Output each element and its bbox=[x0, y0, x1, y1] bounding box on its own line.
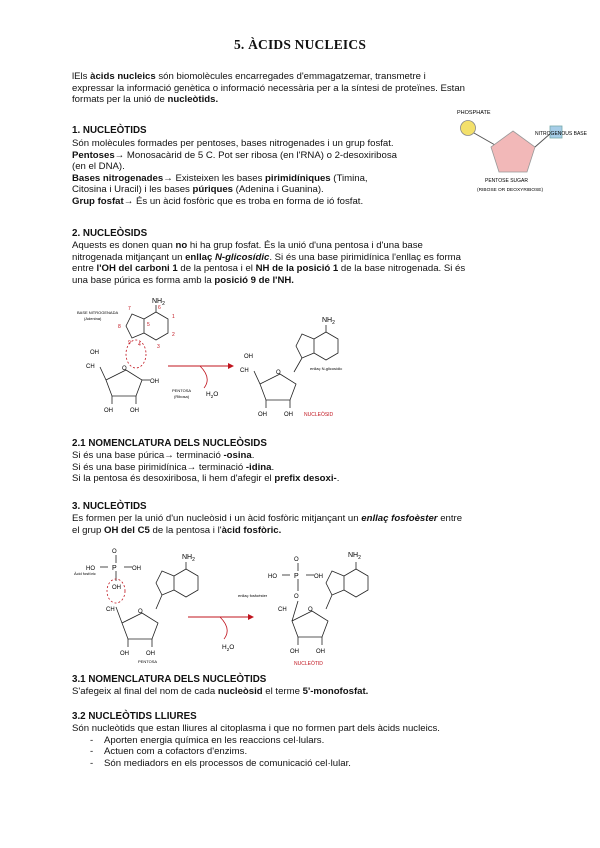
ring-number: 6 bbox=[158, 305, 161, 311]
oh-label: OH bbox=[316, 649, 325, 655]
bullet-list bbox=[72, 735, 532, 770]
term-bold-italic: N-glicosídic bbox=[214, 251, 270, 263]
highlight-ellipse bbox=[107, 579, 125, 603]
body-text: . bbox=[251, 450, 255, 461]
nh2-label: $NH_2$ bbox=[348, 552, 361, 561]
term-bold: posició 9 de l'NH. bbox=[214, 274, 294, 286]
reaction-arrowhead bbox=[248, 614, 254, 620]
term-bold: NH de la posició 1 bbox=[255, 263, 339, 275]
term-bold: pirimidíniques bbox=[265, 172, 331, 184]
o-label: O bbox=[294, 594, 299, 600]
oh-label: OH bbox=[290, 649, 299, 655]
bond-label: enllaç N-glicosídic bbox=[310, 366, 343, 371]
list-item: - Són mediadors en els processos de comunicació cel·lular. bbox=[90, 758, 351, 770]
list-item: - Aporten energia química en les reaccions cel·lulars. bbox=[90, 734, 325, 746]
term-bold: -idina bbox=[245, 461, 272, 473]
body-text: (Adenina i Guanina). bbox=[233, 184, 324, 196]
section-heading-nucleotids-lliures: 3.2 NUCLEÒTIDS LLIURES bbox=[72, 711, 197, 722]
body-text: . Si és una base pirimidínica l'enllaç es forma bbox=[269, 251, 461, 263]
oh-label: OH bbox=[146, 651, 155, 657]
nh2-label: $NH_2$ bbox=[322, 317, 335, 326]
p-label: P bbox=[112, 565, 117, 572]
ring-number: 3 bbox=[157, 344, 160, 350]
ring-number: 5 bbox=[147, 322, 150, 328]
nh2-label: $NH_2$ bbox=[182, 554, 195, 563]
acid-label: Àcid fosfòric bbox=[74, 571, 96, 576]
pentose-label: PENTOSA bbox=[172, 388, 192, 393]
section1-body bbox=[72, 138, 452, 208]
pentose-label: PENTOSA bbox=[138, 659, 158, 664]
body-text: Si és una base púrica→ terminació bbox=[72, 450, 224, 461]
water-label: $H_2O$ bbox=[222, 644, 235, 652]
term-pentoses: Pentoses bbox=[72, 149, 115, 161]
ring-number: 4 bbox=[138, 342, 141, 348]
section-heading-nucleotids-3: 3. NUCLEÒTIDS bbox=[72, 501, 147, 512]
nucleoside-reaction-figure bbox=[72, 292, 372, 422]
body-text: una base púrica es forma amb la bbox=[72, 274, 215, 286]
intro-text: lEls bbox=[72, 71, 91, 82]
base-label: NITROGENOUS BASE bbox=[535, 131, 587, 137]
sugar-label: PENTOSE SUGAR bbox=[485, 178, 528, 184]
pentose-pentagon bbox=[491, 131, 535, 172]
oh-label: OH bbox=[104, 408, 113, 414]
section-heading-nomenclatura-nucleotids: 3.1 NOMENCLATURA DELS NUCLEÒTIDS bbox=[72, 674, 267, 685]
section32-body bbox=[72, 723, 532, 770]
intro-text: expressar la informació genètica o informació necessària per a la síntesi de proteïnes. Estan bbox=[72, 82, 466, 94]
oh-label: OH bbox=[314, 574, 323, 580]
nh2-label: $NH_2$ bbox=[152, 298, 165, 307]
o-label: O bbox=[276, 370, 281, 376]
adenine-structure bbox=[156, 562, 198, 609]
body-text: de la pentosa i el bbox=[177, 263, 256, 275]
body-text: Citosina i Uracil) i les bases bbox=[72, 184, 193, 196]
body-text: Es formen per la unió d'un nucleòsid i un àcid fosfòric mitjançant un bbox=[72, 513, 362, 524]
o-label: O bbox=[122, 366, 127, 372]
ch2-label: CH bbox=[106, 607, 115, 613]
ribose-structure bbox=[100, 367, 150, 404]
body-text: → Existeixen les bases bbox=[163, 172, 266, 184]
section-heading-nucleotids: 1. NUCLEÒTIDS bbox=[72, 125, 147, 136]
base-sub-label: (Adenina) bbox=[84, 316, 102, 321]
phosphate-circle bbox=[461, 121, 476, 136]
intro-paragraph bbox=[72, 71, 502, 106]
term-bold: nucleòsid bbox=[217, 686, 263, 697]
bond-line bbox=[474, 133, 495, 145]
term-bold: 5'-monofosfat. bbox=[302, 686, 369, 697]
ring-number: 8 bbox=[118, 324, 121, 330]
phosphate-label: PHOSPHATE bbox=[457, 110, 491, 116]
body-text: Són nucleòtids que estan lliures al citoplasma i que no formen part dels àcids nucleics. bbox=[72, 723, 440, 734]
body-text: el terme bbox=[262, 686, 303, 697]
oh-label: OH bbox=[130, 408, 139, 414]
section-heading-nucleosids: 2. NUCLEÒSIDS bbox=[72, 228, 148, 239]
nucleotide-schematic bbox=[455, 105, 595, 200]
body-text: Si la pentosa és desoxiribosa, li hem d'afegir el bbox=[72, 473, 275, 485]
oh-label: OH bbox=[132, 566, 141, 572]
intro-bold: nucleòtids. bbox=[167, 94, 219, 106]
term-bases: Bases nitrogenades bbox=[72, 172, 164, 184]
body-text: → És un àcid fosfòric que es troba en forma de ió fosfat. bbox=[123, 195, 364, 207]
body-text: el grup bbox=[72, 524, 104, 536]
oh-label: OH bbox=[90, 350, 99, 356]
oh-label: OH bbox=[150, 379, 159, 385]
highlight-ellipse bbox=[126, 340, 146, 368]
body-text: entre bbox=[437, 513, 463, 524]
ring-number: 7 bbox=[128, 306, 131, 312]
ho-label: HO bbox=[86, 566, 95, 572]
body-text: → Monosacàrid de 5 C. Pot ser ribosa (en l'RNA) o 2-desoxiribosa bbox=[114, 149, 397, 161]
water-label: $H_2O$ bbox=[206, 391, 219, 399]
section21-body bbox=[72, 450, 512, 485]
body-text: . bbox=[336, 473, 340, 485]
nucleotide-reaction-figure bbox=[72, 545, 372, 670]
pentose-sub-label: (Ribosa) bbox=[174, 394, 190, 399]
o-label: O bbox=[308, 607, 313, 613]
intro-text: són biomolècules encarregades d'emmagatzemar, transmetre i bbox=[155, 71, 426, 82]
body-text: Són molècules formades per pentoses, bases nitrogenades i un grup fosfat. bbox=[72, 138, 394, 149]
section2-body bbox=[72, 240, 532, 286]
term-bold-italic: enllaç fosfoèster bbox=[361, 513, 438, 524]
ring-number: 1 bbox=[172, 314, 175, 320]
sugar-label-sub: (RIBOSE OR DEOXYRIBOSE) bbox=[477, 188, 544, 193]
page-title: 5. ÀCIDS NUCLEICS bbox=[233, 37, 367, 52]
ch2-label: CH bbox=[86, 364, 95, 370]
ring-number: 9 bbox=[128, 340, 131, 346]
water-arrow bbox=[220, 617, 227, 639]
body-text: (en el DNA). bbox=[72, 161, 125, 173]
o-label: O bbox=[112, 549, 117, 555]
body-text: (Timina, bbox=[330, 172, 368, 184]
result-label: NUCLEÒTID bbox=[294, 661, 323, 667]
oh-label: OH bbox=[258, 412, 267, 418]
result-label: NUCLEÒSID bbox=[304, 412, 334, 418]
body-text: nitrogenada mitjançant un bbox=[72, 251, 186, 263]
ho-label: HO bbox=[268, 574, 277, 580]
ch2-label: CH bbox=[240, 368, 249, 374]
intro-bold: àcids nucleics bbox=[90, 71, 156, 82]
base-label: BASE NITROGENADA bbox=[77, 310, 119, 315]
section3-body bbox=[72, 513, 532, 536]
oh-label: OH bbox=[244, 354, 253, 360]
term-bold: prefix desoxi- bbox=[274, 473, 337, 485]
water-arrow bbox=[200, 366, 207, 388]
body-text: hi ha grup fosfat. És la unió d'una pentosa i d'una base bbox=[187, 240, 423, 251]
term-bold: l'OH del carboni 1 bbox=[96, 263, 178, 275]
o-label: O bbox=[294, 557, 299, 563]
oh-label: OH bbox=[284, 412, 293, 418]
oh-label: OH bbox=[112, 585, 121, 591]
body-text: Si és una base pirimidínica→ terminació bbox=[72, 461, 246, 473]
bond-label: enllaç fosfoèster bbox=[238, 593, 268, 598]
ring-number: 2 bbox=[172, 332, 175, 338]
body-text: de la pentosa i l' bbox=[149, 524, 222, 536]
section-heading-nomenclatura-nucleosids: 2.1 NOMENCLATURA DELS NUCLEÒSIDS bbox=[72, 438, 267, 449]
term-bold: OH del C5 bbox=[104, 524, 150, 536]
term-fosfat: Grup fosfat bbox=[72, 195, 124, 207]
term-bold: púriques bbox=[192, 184, 234, 196]
reaction-arrowhead bbox=[228, 363, 234, 369]
section31-body bbox=[72, 686, 512, 698]
list-item: - Actuen com a cofactors d'enzims. bbox=[90, 746, 248, 758]
intro-text: formats per la unió de bbox=[72, 94, 168, 106]
term-bold: àcid fosfòric. bbox=[221, 524, 282, 536]
p-label: P bbox=[294, 573, 299, 580]
body-text: S'afegeix al final del nom de cada bbox=[72, 686, 218, 697]
ch2-label: CH bbox=[278, 607, 287, 613]
body-text: de la base nitrogenada. Si és bbox=[338, 263, 466, 275]
term-bold: -osina bbox=[223, 450, 252, 461]
body-text: . bbox=[271, 461, 275, 473]
body-text: Aquests es donen quan bbox=[72, 240, 176, 251]
oh-label: OH bbox=[120, 651, 129, 657]
body-text: entre bbox=[72, 263, 97, 275]
ribose-structure bbox=[116, 607, 158, 647]
term-bold: enllaç bbox=[185, 251, 215, 263]
o-label: O bbox=[138, 609, 143, 615]
term-bold: no bbox=[175, 240, 188, 251]
